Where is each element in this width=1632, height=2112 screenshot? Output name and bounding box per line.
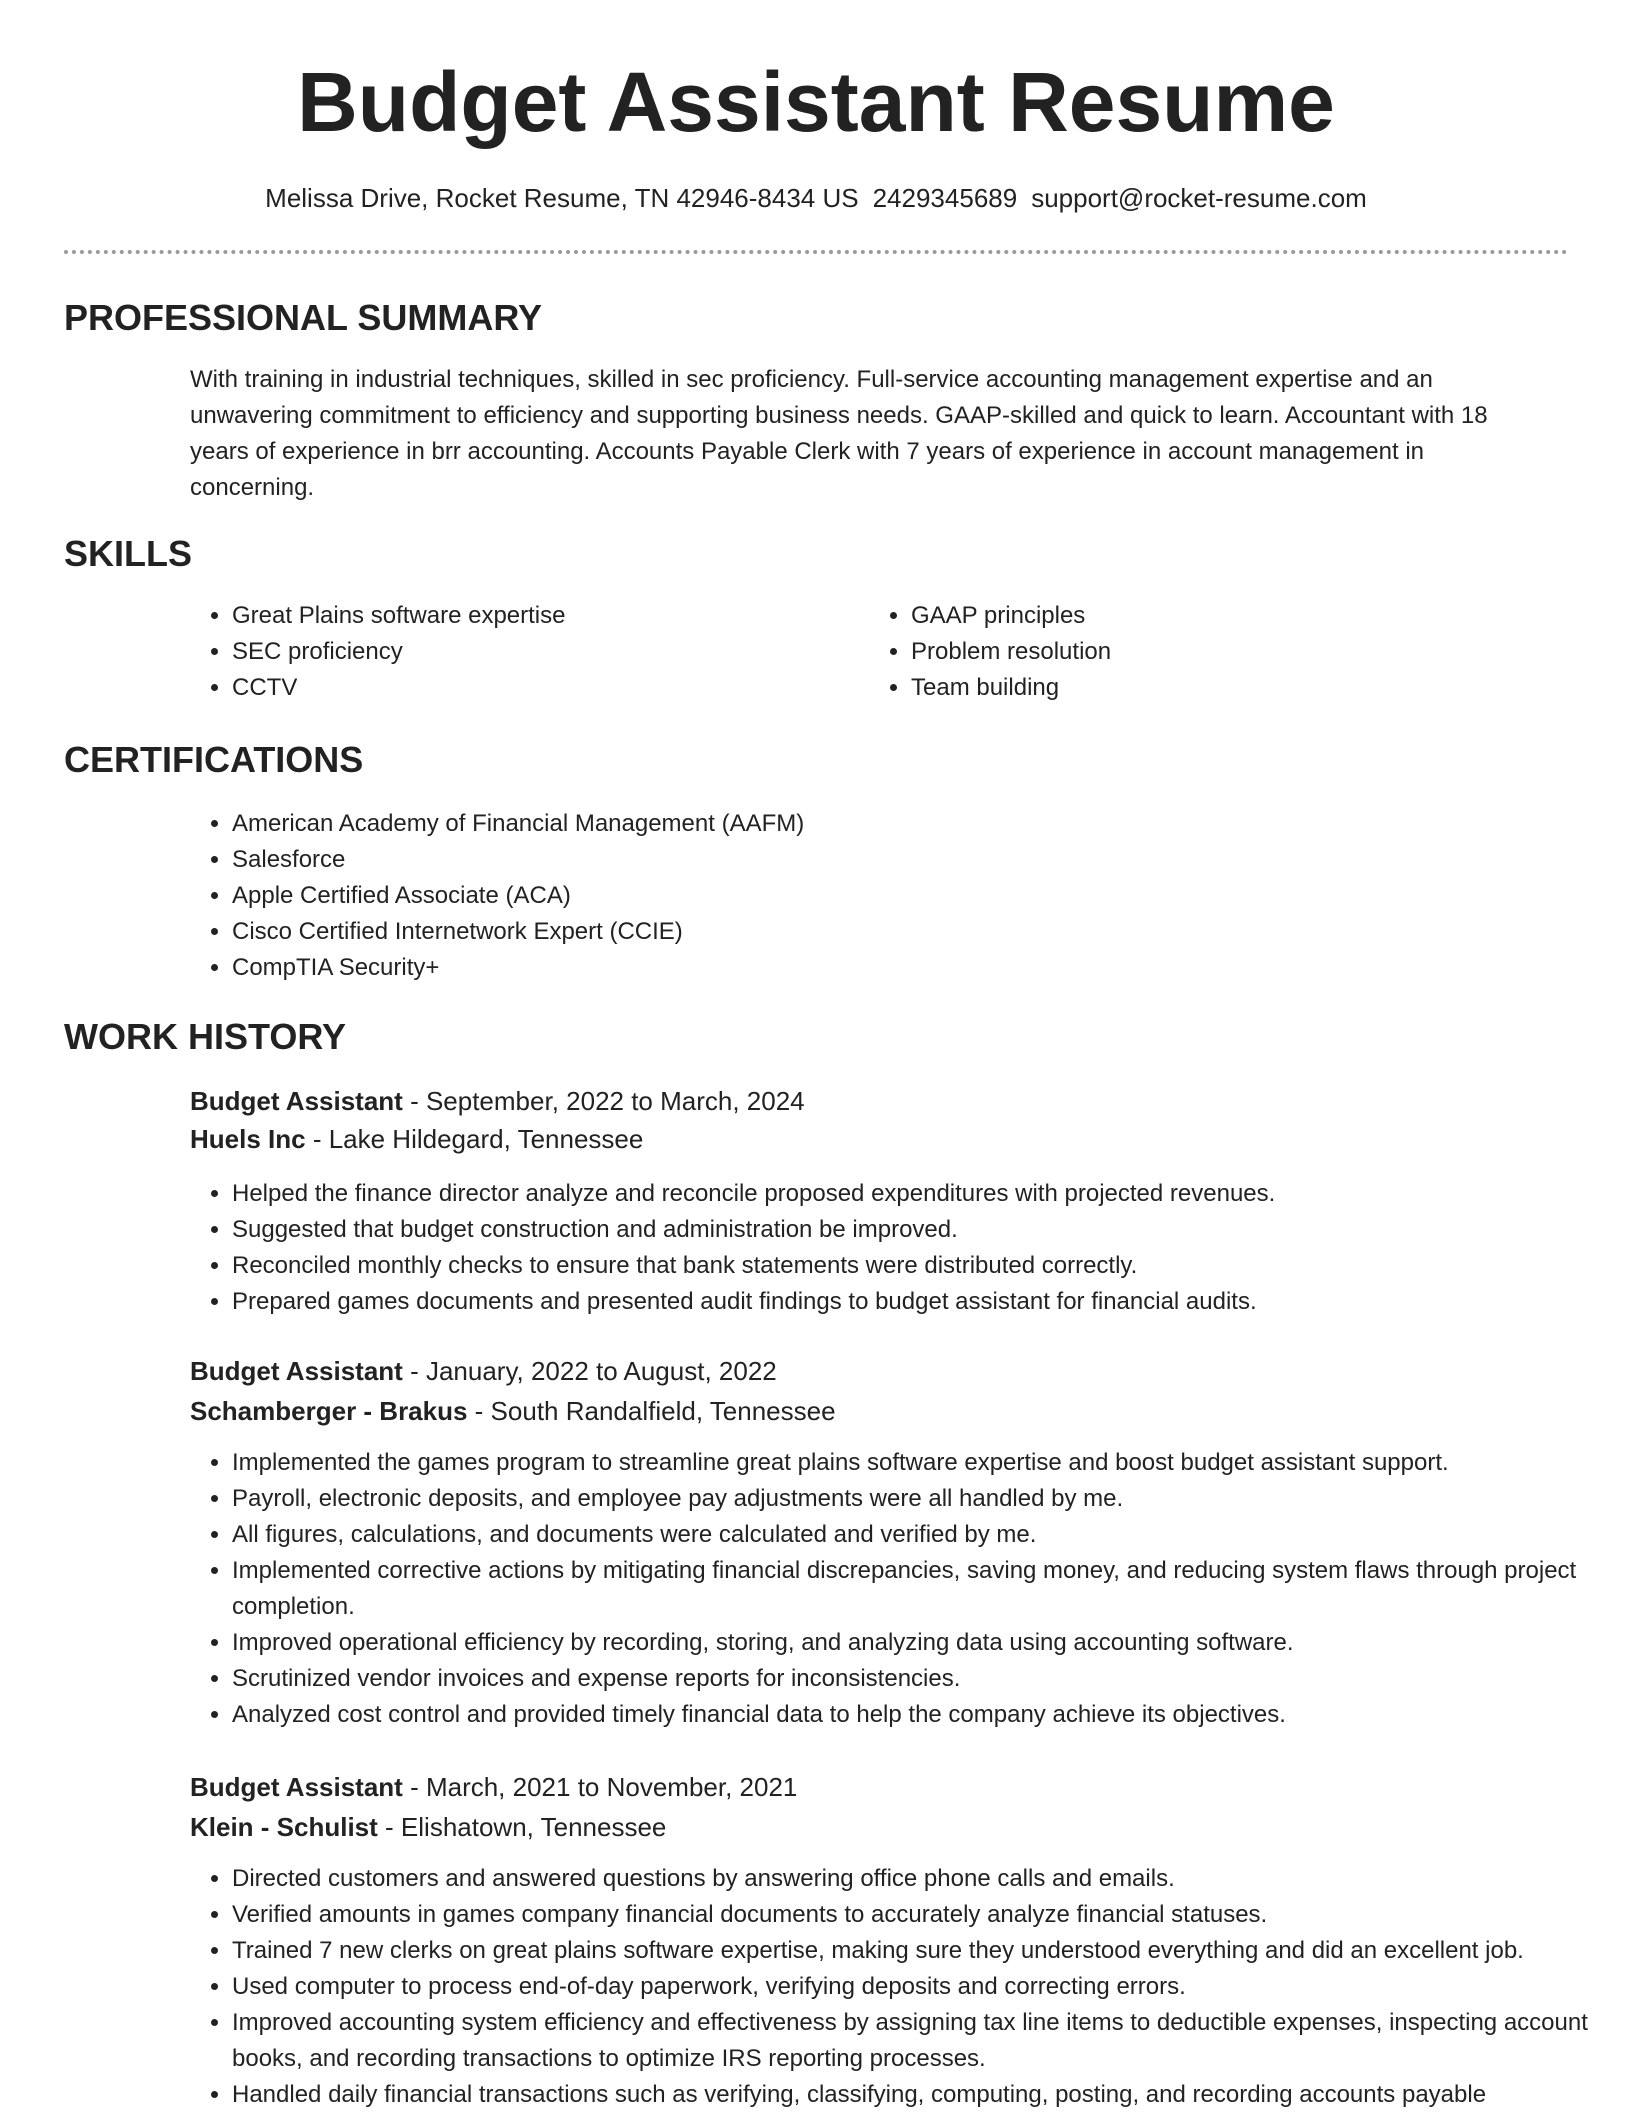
job-location: - Lake Hildegard, Tennessee: [305, 1124, 644, 1154]
skill-item: • GAAP principles: [911, 598, 1511, 634]
job-bullet: • Helped the finance director analyze and reconcile proposed expenditures with projected revenues.: [232, 1176, 1622, 1212]
job-dates: - March, 2021 to November, 2021: [402, 1772, 798, 1802]
job-company-line: [190, 1392, 836, 1430]
job-company-line: [190, 1808, 666, 1846]
job-bullets: [188, 1445, 1622, 1733]
job-bullet: • Payroll, electronic deposits, and employee pay adjustments were all handled by me.: [232, 1481, 1622, 1517]
job-bullet: • Directed customers and answered questions by answering office phone calls and emails.: [232, 1861, 1622, 1897]
job-company: Schamberger - Brakus: [190, 1396, 468, 1426]
contact-email: support@rocket-resume.com: [1031, 183, 1367, 213]
job-bullet: • Trained 7 new clerks on great plains software expertise, making sure they understood everything and did an excellent job.: [232, 1933, 1622, 1969]
job-bullet: • Analyzed cost control and provided timely financial data to help the company achieve its objectives.: [232, 1697, 1622, 1733]
job-bullet: • Improved accounting system efficiency and effectiveness by assigning tax line items to deductible expenses, inspecting account books, and recording transactions to optimize IRS reporting processes.: [232, 2005, 1622, 2077]
skill-item: • Great Plains software expertise: [232, 598, 832, 634]
summary-heading: PROFESSIONAL SUMMARY: [64, 297, 543, 338]
page-title: Budget Assistant Resume: [297, 55, 1335, 149]
skill-item: • SEC proficiency: [232, 634, 832, 670]
certifications-heading: CERTIFICATIONS: [64, 739, 364, 780]
skill-item: • CCTV: [232, 670, 832, 706]
job-bullet: • Handled daily financial transactions such as verifying, classifying, computing, posting, and recording accounts payable: [232, 2077, 1622, 2112]
job-dates: - September, 2022 to March, 2024: [402, 1086, 805, 1116]
contact-address: Melissa Drive, Rocket Resume, TN 42946-8434 US: [265, 183, 859, 213]
job-bullet: • Implemented corrective actions by mitigating financial discrepancies, saving money, and reducing system flaws through project completion.: [232, 1553, 1622, 1625]
certification-item: • Salesforce: [232, 842, 1532, 878]
certification-item: • Apple Certified Associate (ACA): [232, 878, 1532, 914]
job-bullets: [188, 1861, 1622, 2112]
skills-list-right: [867, 598, 1511, 706]
job-bullet: • Improved operational efficiency by recording, storing, and analyzing data using accounting software.: [232, 1625, 1622, 1661]
job-company-line: [190, 1120, 643, 1158]
certification-item: • Cisco Certified Internetwork Expert (CCIE): [232, 914, 1532, 950]
job-title-line: [190, 1352, 777, 1390]
skills-list-left: [188, 598, 832, 706]
job-bullets: [188, 1176, 1622, 1320]
job-bullet: • All figures, calculations, and documents were calculated and verified by me.: [232, 1517, 1622, 1553]
job-title-line: [190, 1768, 797, 1806]
job-company: Klein - Schulist: [190, 1812, 378, 1842]
job-dates: - January, 2022 to August, 2022: [402, 1356, 777, 1386]
job-title: Budget Assistant: [190, 1356, 403, 1386]
job-bullet: • Reconciled monthly checks to ensure that bank statements were distributed correctly.: [232, 1248, 1622, 1284]
certification-item: • American Academy of Financial Management (AAFM): [232, 806, 1532, 842]
job-company: Huels Inc: [190, 1124, 306, 1154]
skill-item: • Team building: [911, 670, 1511, 706]
job-bullet: • Verified amounts in games company financial documents to accurately analyze financial statuses.: [232, 1897, 1622, 1933]
work-history-heading: WORK HISTORY: [64, 1016, 347, 1057]
contact-line: [0, 180, 1632, 216]
job-title-line: [190, 1082, 805, 1120]
job-bullet: • Used computer to process end-of-day paperwork, verifying deposits and correcting errors.: [232, 1969, 1622, 2005]
job-bullet: • Prepared games documents and presented audit findings to budget assistant for financial audits.: [232, 1284, 1622, 1320]
summary-text: With training in industrial techniques, skilled in sec proficiency. Full-service accounting management expertise and an unwavering commitment to efficiency and supporting business needs. GAAP-skilled and quick to learn. Accountant with 18 years of experience in brr accounting. Accounts Payable Clerk with 7 years of experience in account management in concerning.: [190, 366, 1488, 501]
certification-item: • CompTIA Security+: [232, 950, 1532, 986]
job-bullet: • Scrutinized vendor invoices and expense reports for inconsistencies.: [232, 1661, 1622, 1697]
job-title: Budget Assistant: [190, 1772, 403, 1802]
certifications-list: [188, 806, 1532, 986]
contact-phone: 2429345689: [872, 183, 1018, 213]
job-title: Budget Assistant: [190, 1086, 403, 1116]
skill-item: • Problem resolution: [911, 634, 1511, 670]
skills-heading: SKILLS: [64, 533, 193, 574]
header-divider: [64, 250, 1568, 254]
job-location: - Elishatown, Tennessee: [377, 1812, 667, 1842]
job-bullet: • Implemented the games program to streamline great plains software expertise and boost budget assistant support.: [232, 1445, 1622, 1481]
job-bullet: • Suggested that budget construction and administration be improved.: [232, 1212, 1622, 1248]
job-location: - South Randalfield, Tennessee: [467, 1396, 836, 1426]
